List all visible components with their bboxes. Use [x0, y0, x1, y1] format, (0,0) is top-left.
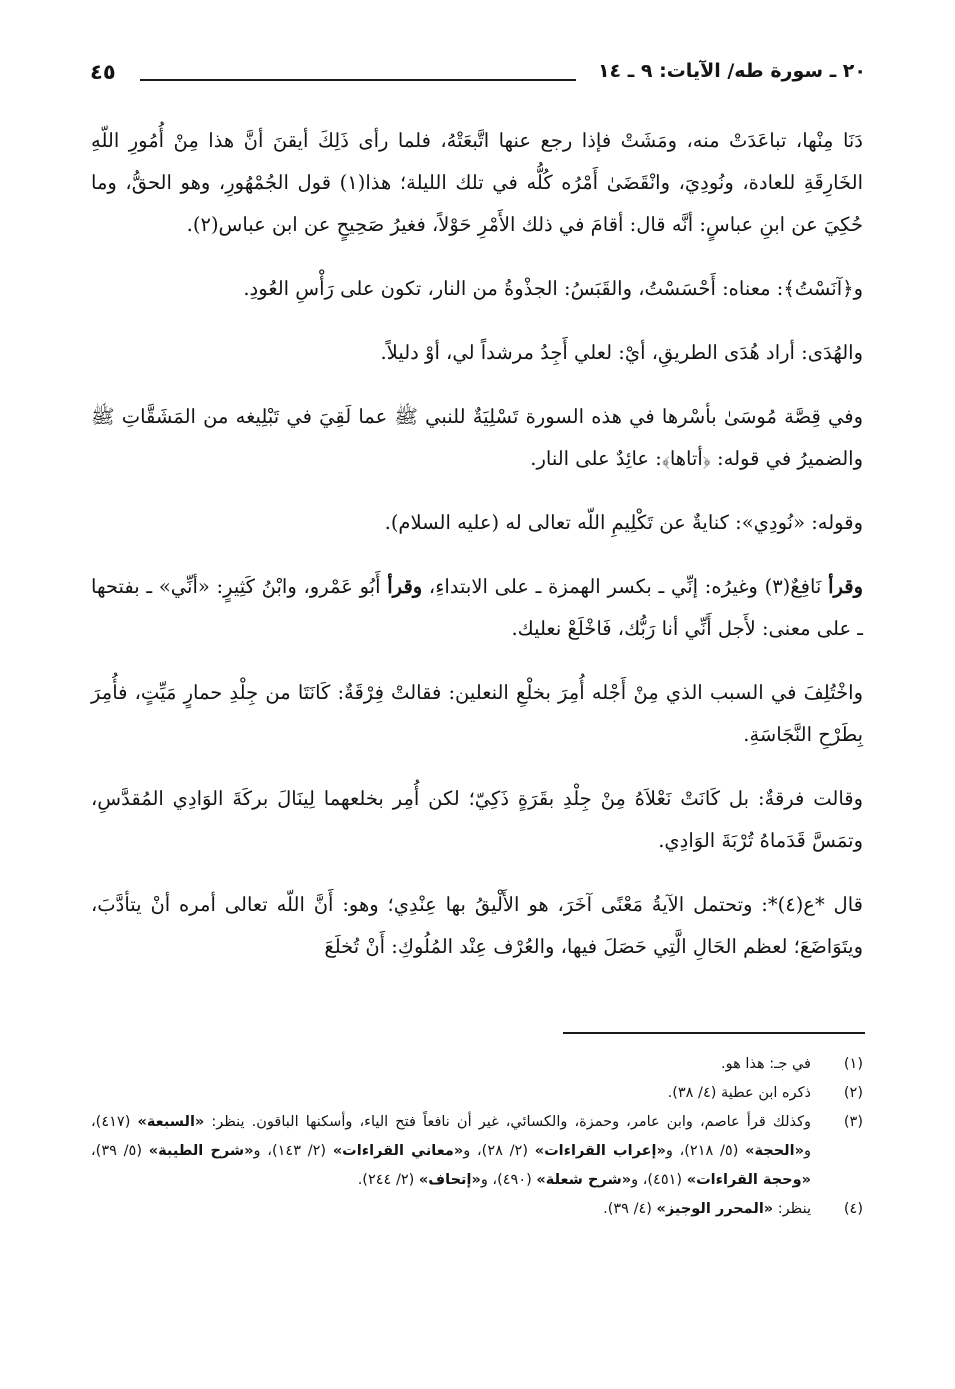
footnote-text: في جـ: هذا هو.: [721, 1056, 811, 1072]
text-run: وفي قِصَّة مُوسَىٰ بأسْرها في هذه السورة تَسْلِيَةٌ للنبي ﷺ عما لَقِيَ في تَبْلِيغه من المَشَقَّاتِ ﷺ والضميرُ في قوله: ﴿أتاها﴾: عائِدٌ على النار.: [91, 405, 863, 470]
footnote-text: ينظر:: [773, 1201, 811, 1217]
text-run: قال *ع(٤)*: وتحتمل الآيةُ مَعْنًى آخَرَ، هو الأَلْيقُ بها عِنْدِي؛ وهو: أَنَّ اللّه تعالى أمره أنْ يتأدَّبَ، ويتَوَاضَعَ؛ لعظم الحَالِ الَّتِي حَصَلَ فيها، والعُرْف عِنْد المُلُوكِ: أَنْ تُخلَعَ: [91, 893, 863, 958]
source-title: «إعراب القراءات»: [534, 1143, 666, 1159]
bold-text-run: وقرأ: [387, 575, 423, 598]
source-title: «شرح الطيبة»: [148, 1143, 254, 1159]
source-title: «الحجة»: [745, 1143, 804, 1159]
footnote-text: (٥/ ٢١٨)، و: [665, 1143, 746, 1159]
text-run: وقالت فرقةٌ: بل كَانَتْ نَعْلاَهُ مِنْ جِلْدِ بقَرَةٍ ذَكِيّ؛ لكن أُمِر بخلعهما لِينَالَ بركَةَ الوَادِي المُقدَّسِ، وتمَسَّ قَدَماهُ تُرْبَةَ الوَادِي.: [91, 787, 863, 852]
footnote-number: (٢): [843, 1085, 863, 1101]
source-title: «إتحاف»: [418, 1172, 481, 1188]
footnote-text: (٢/ ٢٤٤).: [357, 1172, 419, 1188]
footnote: [91, 1108, 863, 1195]
text-run: دَنَا مِنْها، تباعَدَتْ منه، ومَشَتْ فإذا رجع عنها اتَّبعَتْهُ، فلما رأى ذَلِكَ أيقنَ أنَّ هذا مِنْ أُمُورِ اللّهِ الخَارِقَةِ للعادة، ونُودِيَ، وانْقَضَىٰ أَمْرُه كُلُّه في تلك الليلة؛ هذا(١) قول الجُمْهُورِ، وهو الحقُّ، وما حُكِيَ عن ابنِ عباسٍ: أنَّه قال: أقامَ في ذلك الأَمْرِ حَوْلاً، فغيرُ صَحِيحٍ عن ابن عباس(٢).: [91, 129, 863, 236]
text-run: أَبُو عَمْرو، وابْنُ كَثِيرٍ: «أنِّي» ـ بفتحها ـ على معنى: لأَجل أَنِّي أنا رَبُّك، فَاخْلَعْ نعليك.: [91, 575, 863, 640]
page-header: [90, 58, 866, 94]
paragraph: [91, 502, 863, 544]
footnote-text: (٢/ ٢٨)، و: [463, 1143, 535, 1159]
footnote-number: (١): [843, 1056, 863, 1072]
source-title: «شرح شعلة»: [536, 1172, 632, 1188]
paragraph: [91, 884, 863, 968]
paragraph: [91, 120, 863, 246]
paragraph: [91, 566, 863, 650]
main-text: [91, 120, 863, 990]
paragraph: [91, 332, 863, 374]
footnote-text: ذكره ابن عطية (٤/ ٣٨).: [667, 1085, 811, 1101]
text-run: واخْتُلِفَ في السبب الذي مِنْ أَجْله أُمِرَ بخلْعِ النعلين: فقالتْ فِرْقَةٌ: كَانَتَا من جِلْدِ حمارٍ مَيِّتٍ، فأُمِرَ بِطَرْحِ النَّجَاسَةِ.: [91, 681, 863, 746]
source-title: «السبعة»: [137, 1114, 205, 1130]
footnote: [91, 1050, 863, 1079]
header-rule: [140, 79, 576, 81]
footnote-text: (٤٩٠)، و: [480, 1172, 537, 1188]
footnote-text: (٤٥١)، و: [631, 1172, 687, 1188]
footnote-number: (٤): [843, 1201, 863, 1217]
source-title: «معاني القراءات»: [332, 1143, 464, 1159]
running-head: ٢٠ ـ سورة طه/ الآيات: ٩ ـ ١٤: [597, 60, 866, 82]
text-run: و﴿آنَسْتُ﴾: معناه: أَحْسَسْتُ، والقَبَسُ: الجذْوةُ من النار، تكون على رَأْسِ العُودِ.: [243, 277, 863, 300]
paragraph: [91, 778, 863, 862]
paragraph: [91, 672, 863, 756]
text-run: نَافِعٌ(٣) وغيرُه: إنِّي ـ بكسر الهمزة ـ على الابتداءِ،: [422, 575, 829, 598]
footnote-text: (٢/ ١٤٣)، و: [253, 1143, 333, 1159]
bold-text-run: وقرأ: [828, 575, 863, 598]
footnote-text: (٥/ ٣٩)،: [91, 1143, 149, 1159]
text-run: وقوله: «نُودِي»: كنايةٌ عن تَكْلِيمِ اللّه تعالى له (عليه السلام).: [384, 511, 863, 534]
paragraph: [91, 268, 863, 310]
footnote-text: (٤/ ٣٩).: [603, 1201, 657, 1217]
footnote: [91, 1195, 863, 1224]
source-title: «وحجة القراءات»: [686, 1172, 811, 1188]
footnotes: [91, 1050, 863, 1224]
footnote-number: (٣): [843, 1114, 863, 1130]
footnote: [91, 1079, 863, 1108]
footnote-text: (٤١٧)، و: [91, 1114, 811, 1159]
page-number: ٤٥: [90, 60, 116, 84]
source-title: «المحرر الوجيز»: [656, 1201, 774, 1217]
footnote-separator: [563, 1032, 865, 1034]
text-run: والهُدَى: أراد هُدَى الطريقِ، أيْ: لعلي أَجِدُ مرشداً لي، أوْ دليلاً.: [380, 341, 863, 364]
paragraph: [91, 396, 863, 480]
footnote-text: وكذلك قرأ عاصم، وابن عامر، وحمزة، والكسائي، غير أن نافعاً فتح الياء، وأسكنها الباقون. ينظر:: [204, 1114, 811, 1130]
